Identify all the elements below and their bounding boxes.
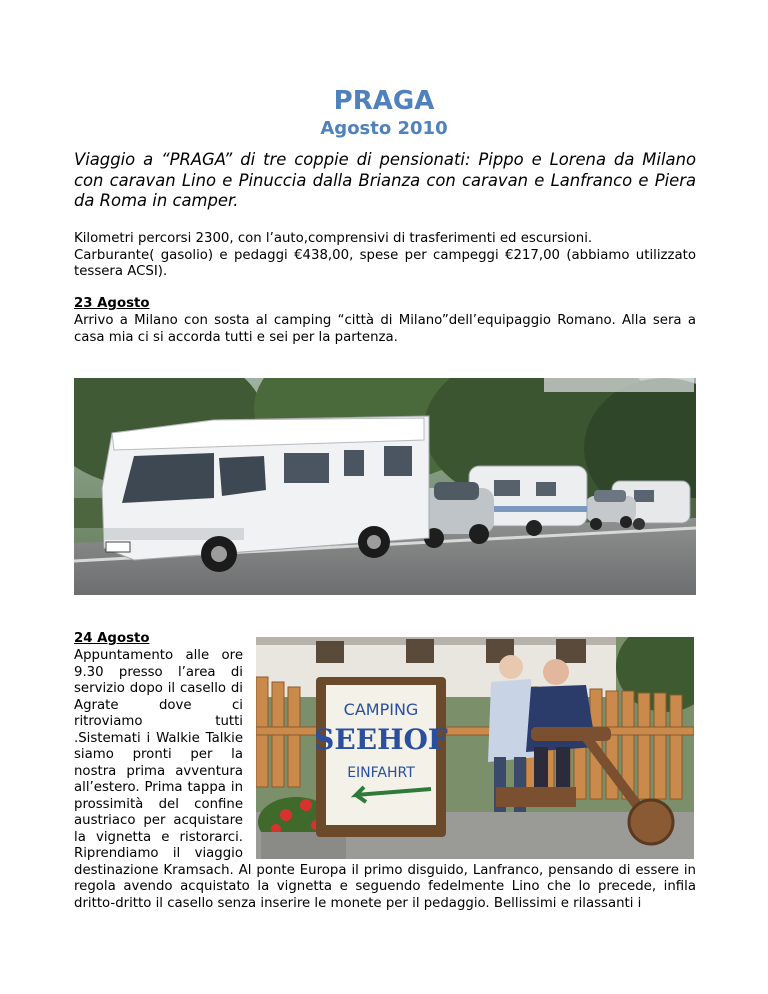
camping-seehof-illustration <box>256 637 694 859</box>
day24-line: servizio dopo il casello di <box>74 681 243 696</box>
sign-text-seehof: SEEHOF <box>314 723 448 756</box>
day23-heading: 23 Agosto <box>74 296 150 311</box>
day24-line: la vignetta e ristorarci. <box>74 829 243 845</box>
sign-text-camping: CAMPING <box>343 700 419 719</box>
day24-line: all’estero. Prima tappa in <box>74 780 243 795</box>
day24-continued-text: destinazione Kramsach. Al ponte Europa il primo disguido, Lanfranco, pensando di essere in regola avendo acquistato la vignetta e seguendo fedelmente Lino che lo precede, infila dritto-dritto il casello senza inserire le monete per il pedaggio. Bellissimi e rilassanti i <box>74 862 696 911</box>
camper-caravans-photo <box>74 378 696 595</box>
page-subtitle: Agosto 2010 <box>320 118 448 139</box>
day24-line: Agrate dove ci <box>74 697 243 713</box>
day24-line: .Sistemati i Walkie Talkie <box>74 730 243 746</box>
camper-caravans-illustration <box>74 378 696 595</box>
day24-line: austriaco per acquistare <box>74 813 243 828</box>
day24-line: siamo pronti per la <box>74 747 243 762</box>
day24-line: Appuntamento alle ore <box>74 648 243 663</box>
day24-line: nostra prima avventura <box>74 763 243 779</box>
day23-text: Arrivo a Milano con sosta al camping “città di Milano”dell’equipaggio Romano. Alla sera a casa mia ci si accorda tutti e sei per la partenza. <box>74 313 696 345</box>
day24-line: prossimità del confine <box>74 796 243 812</box>
stats-line-costs: Carburante( gasolio) e pedaggi €438,00, spese per campeggi €217,00 (abbiamo utilizzato tessera ACSI). <box>74 247 696 279</box>
day24-line: ritroviamo tutti <box>74 714 243 729</box>
stats-line-km: Kilometri percorsi 2300, con l’auto,comprensivi di trasferimenti ed escursioni. <box>74 231 593 246</box>
day24-line: Riprendiamo il viaggio <box>74 846 243 861</box>
intro-paragraph: Viaggio a “PRAGA” di tre coppie di pensionati: Pippo e Lorena da Milano con caravan Lino e Pinuccia dalla Brianza con caravan e Lanfranco e Piera da Roma in camper. <box>74 150 696 210</box>
sign-text-einfahrt: EINFAHRT <box>347 765 415 781</box>
camping-seehof-photo <box>256 637 694 859</box>
day24-line: 9.30 presso l’area di <box>74 664 243 680</box>
page-title: PRAGA <box>333 86 435 116</box>
day24-heading: 24 Agosto <box>74 631 150 646</box>
